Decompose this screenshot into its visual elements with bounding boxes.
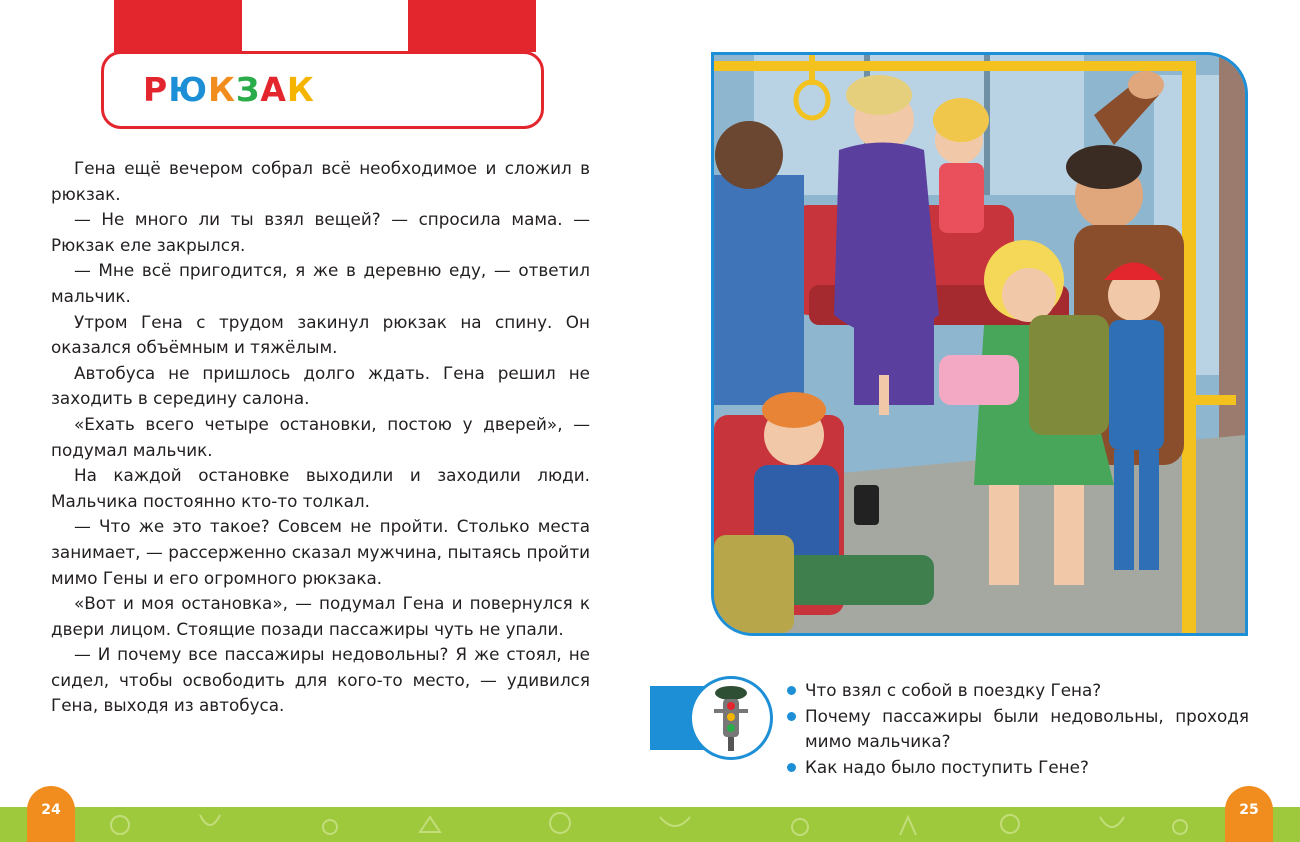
bus-illustration bbox=[711, 52, 1248, 636]
title-letter: К bbox=[207, 70, 236, 109]
question-text: Что взял с собой в поездку Гена? bbox=[805, 680, 1102, 700]
title-letter: З bbox=[235, 70, 261, 109]
story-paragraph: Утром Гена с трудом закинул рюкзак на спину. Он оказался объёмным и тяжёлым. bbox=[51, 311, 590, 358]
story-paragraph: На каждой остановке выходили и заходили люди. Мальчика постоянно кто-то толкал. bbox=[51, 465, 590, 511]
question-item bbox=[787, 704, 1249, 755]
questions-list bbox=[787, 678, 1249, 780]
title-letter: К bbox=[286, 70, 315, 109]
header-red-tab-left bbox=[114, 0, 242, 52]
bullet-icon bbox=[787, 712, 796, 721]
title-letter: А bbox=[260, 70, 287, 109]
traffic-light-icon bbox=[689, 676, 773, 760]
title-letter: Ю bbox=[168, 70, 208, 109]
bullet-icon bbox=[787, 686, 796, 695]
story-paragraph: «Вот и моя остановка», — подумал Гена и повернулся к двери лицом. Стоящие позади пассажиры чуть не упали. bbox=[51, 593, 590, 639]
question-text: Как надо было поступить Гене? bbox=[805, 756, 1089, 777]
title-letter: Р bbox=[143, 70, 169, 109]
page-number-left: 24 bbox=[27, 786, 75, 842]
story-paragraph: «Ехать всего четыре остановки, постою у дверей», — подумал мальчик. bbox=[51, 413, 590, 460]
story-paragraph: Автобуса не пришлось долго ждать. Гена решил не заходить в середину салона. bbox=[51, 362, 590, 409]
question-item bbox=[787, 678, 1249, 704]
question-text: Почему пассажиры были недовольны, проходя мимо мальчика? bbox=[805, 705, 1249, 752]
page-title bbox=[143, 66, 315, 114]
story-paragraph: — Не много ли ты взял вещей? — спросила мама. — Рюкзак еле закрылся. bbox=[51, 209, 590, 255]
story-paragraph: — И почему все пассажиры недовольны? Я же стоял, не сидел, чтобы освободить для кого-то место, — удивился Гена, выходя из автобуса. bbox=[51, 644, 590, 716]
story-paragraph: — Что же это такое? Совсем не пройти. Столько места занимает, — рассерженно сказал мужчина, пытаясь пройти мимо Гены и его огромного рюкзака. bbox=[51, 516, 590, 588]
question-item bbox=[787, 755, 1249, 781]
footer-band bbox=[0, 807, 1300, 842]
story-paragraph: — Мне всё пригодится, я же в деревню еду, — ответил мальчик. bbox=[51, 260, 590, 306]
bullet-icon bbox=[787, 763, 796, 772]
bus-scene bbox=[714, 55, 1245, 633]
story-paragraph: Гена ещё вечером собрал всё необходимое и сложил в рюкзак. bbox=[51, 158, 590, 204]
story-text bbox=[51, 156, 590, 719]
header-red-tab-right bbox=[408, 0, 536, 52]
page-number-right: 25 bbox=[1225, 786, 1273, 842]
